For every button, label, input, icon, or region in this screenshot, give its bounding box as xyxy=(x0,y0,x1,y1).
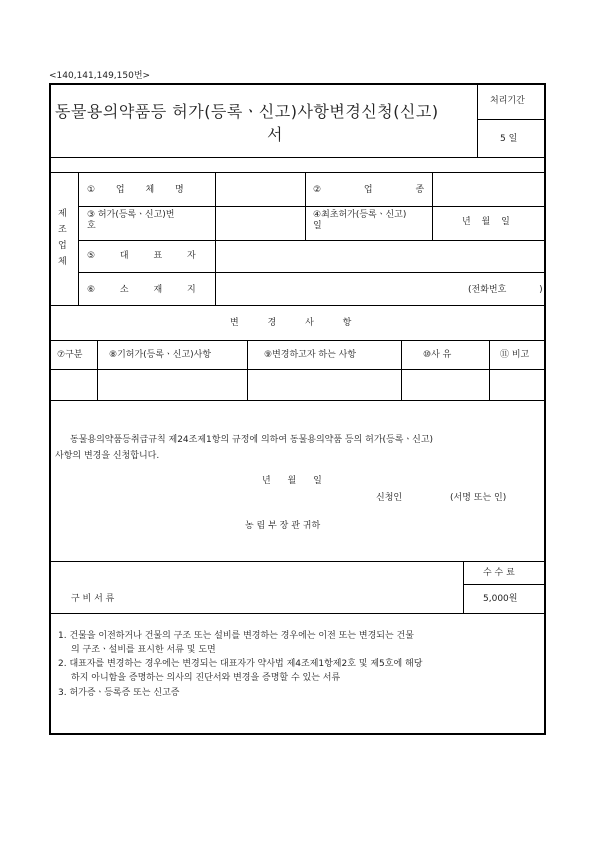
phone-label: (전화번호 ) xyxy=(468,285,543,295)
document-item-1-cont: 의 구조ㆍ설비를 표시한 서류 및 도면 xyxy=(71,645,216,655)
documents-label: 구 비 서 류 xyxy=(71,594,115,604)
applicant-label: 신청인 xyxy=(376,493,403,503)
statement-text: 동물용의약품등취급규칙 제24조제1항의 규정에 의하여 동물용의약품 등의 허가(등록ㆍ신고) xyxy=(70,435,434,445)
field-company-name: ① 업 체 명 xyxy=(87,185,184,195)
fee-label: 수 수 료 xyxy=(483,568,515,578)
first-license-date-value: 년 월 일 xyxy=(462,217,510,227)
form-title-suffix: 서 xyxy=(267,125,283,144)
form-reference: <140,141,149,150번> xyxy=(49,71,151,81)
document-item-2: 2. 대표자를 변경하는 경우에는 변경되는 대표자가 약사법 제4조제1항제2호 및 제5호에 해당 xyxy=(58,659,423,669)
processing-period-label: 처리기간 xyxy=(490,96,525,106)
column-category: ⑦구분 xyxy=(57,350,83,360)
column-remarks: ⑪ 비고 xyxy=(500,350,530,360)
field-license-number: ③ 허가(등록ㆍ신고)번 호 xyxy=(87,210,175,231)
document-item-1: 1. 건물을 이전하거나 건물의 구조 또는 설비를 변경하는 경우에는 이전 또는 변경되는 건물 xyxy=(58,631,414,641)
form-title: 동물용의약품등 허가(등록ㆍ신고)사항변경신청(신고) xyxy=(55,102,439,121)
application-date: 년 월 일 xyxy=(262,476,322,486)
field-business-type: ② 업 종 xyxy=(313,185,425,195)
column-existing-license: ⑧기허가(등록ㆍ신고)사항 xyxy=(109,350,212,360)
column-requested-change: ⑨변경하고자 하는 사항 xyxy=(264,350,357,360)
processing-period-value: 5 일 xyxy=(500,134,518,144)
column-reason: ⑩사 유 xyxy=(423,350,452,360)
fee-value: 5,000원 xyxy=(483,594,518,604)
statement-text-cont: 사항의 변경을 신청합니다. xyxy=(55,451,160,461)
document-item-3: 3. 허가증ㆍ등록증 또는 신고증 xyxy=(58,688,180,698)
field-representative: ⑤ 대 표 자 xyxy=(87,251,196,261)
signature-label: (서명 또는 인) xyxy=(450,493,507,503)
field-address: ⑥ 소 재 지 xyxy=(87,285,196,295)
field-first-license-date: ④최초허가(등록ㆍ신고) 일 xyxy=(313,210,407,231)
document-item-2-cont: 하지 아니함을 증명하는 의사의 진단서와 변경을 증명할 수 있는 서류 xyxy=(71,673,341,683)
applicant-section-label: 제 조 업 체 xyxy=(58,209,67,267)
addressee: 농 림 부 장 관 귀하 xyxy=(245,521,321,531)
change-section-title: 변 경 사 항 xyxy=(230,318,352,328)
